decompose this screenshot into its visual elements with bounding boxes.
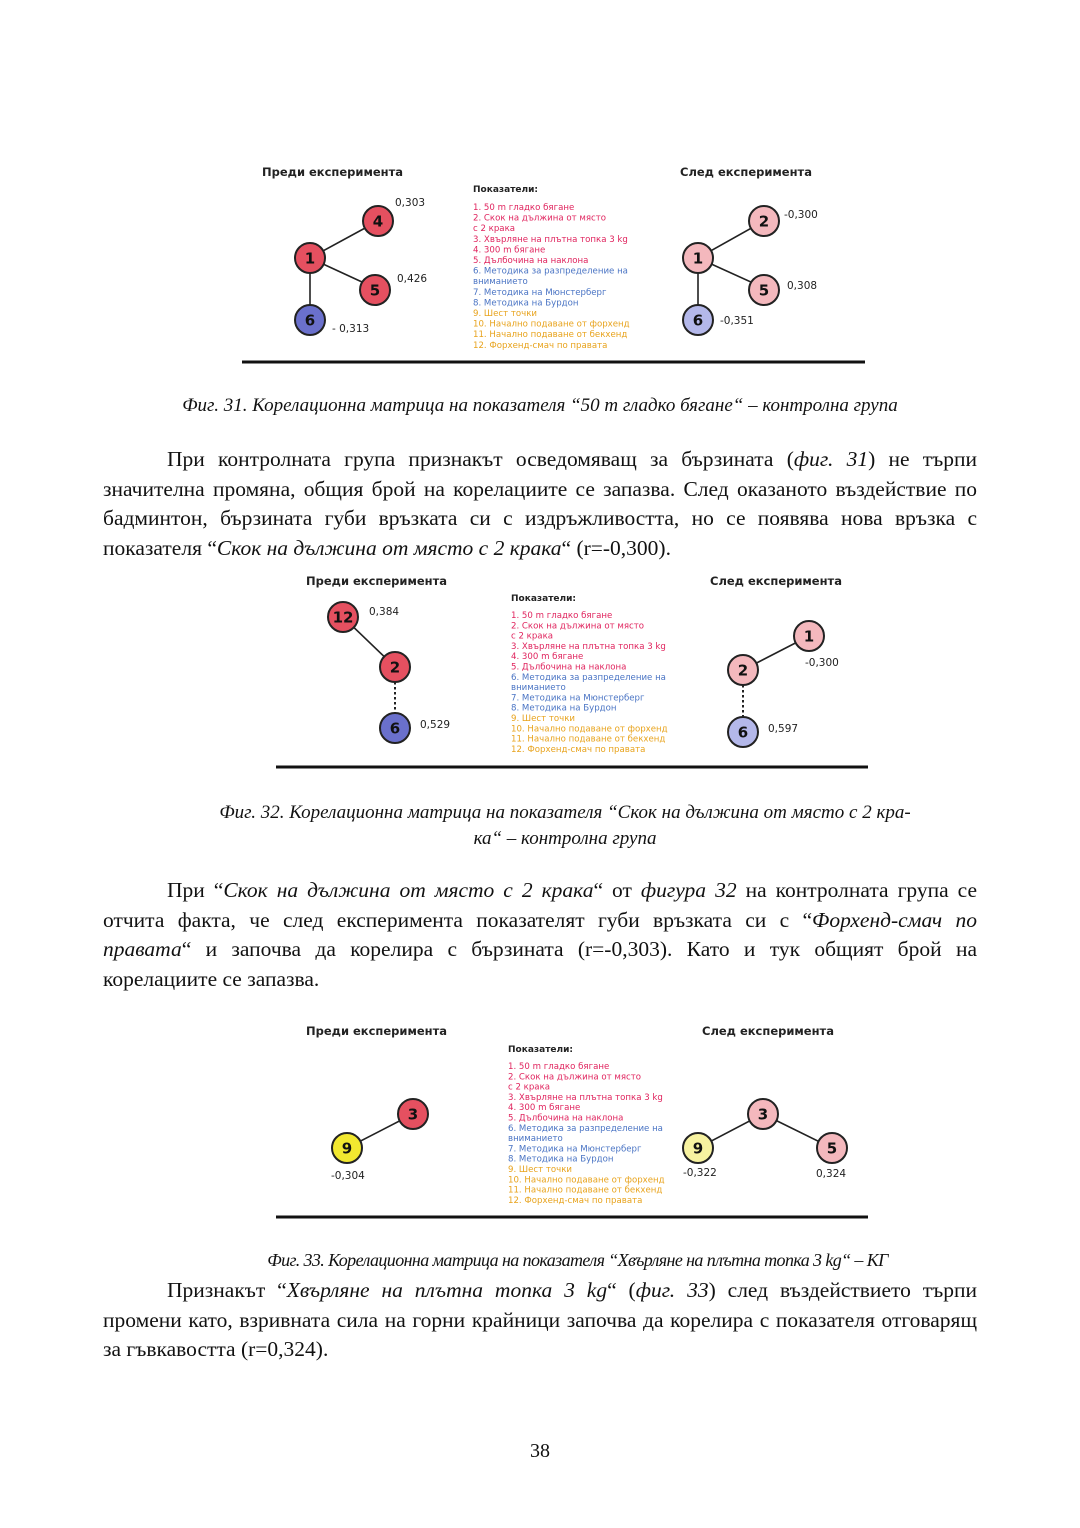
legend-item: 1. 50 m гладко бягане — [511, 611, 613, 621]
svg-text:Показатели:: Показатели: — [473, 185, 539, 195]
before-value-5: 0,426 — [397, 273, 428, 285]
svg-text:1: 1 — [304, 249, 316, 268]
legend-item: 8. Методика на Бурдон — [473, 298, 579, 309]
legend-item: 11. Начално подаване от бекхенд — [473, 330, 628, 341]
after-value-6: 0,597 — [768, 723, 799, 735]
legend-item: вниманието — [473, 277, 528, 288]
legend-item: 2. Скок на дължина от място — [473, 213, 607, 224]
before-node-3 — [398, 1099, 428, 1129]
legend-item: вниманието — [511, 683, 566, 694]
legend — [473, 185, 630, 351]
legend-item: 10. Начално подаване от форхенд — [511, 724, 668, 735]
after-value-9: -0,322 — [683, 1167, 717, 1179]
svg-text:4: 4 — [372, 212, 384, 231]
after-heading: След експеримента — [680, 165, 812, 179]
before-node-5 — [360, 275, 390, 305]
svg-text:2: 2 — [758, 212, 770, 231]
before-value-6: - 0,313 — [332, 323, 370, 335]
legend-item: 7. Методика на Мюнстерберг — [511, 693, 645, 704]
after-node-1 — [683, 243, 713, 273]
legend-item: 11. Начално подаване от бекхенд — [508, 1185, 663, 1196]
svg-text:2: 2 — [389, 658, 401, 677]
before-value-9: -0,304 — [331, 1170, 365, 1182]
legend-item: 4. 300 m бягане — [511, 652, 584, 663]
svg-text:3: 3 — [407, 1105, 419, 1124]
svg-text:2: 2 — [737, 661, 749, 680]
legend-item: 2. Скок на дължина от място — [508, 1072, 642, 1083]
after-node-2 — [749, 206, 779, 236]
figure-33 — [274, 1020, 874, 1225]
svg-text:5: 5 — [758, 281, 770, 300]
svg-text:Показатели:: Показатели: — [508, 1045, 574, 1055]
legend-item: 10. Начално подаване от форхенд — [508, 1175, 665, 1186]
before-node-6 — [295, 305, 325, 335]
before-value-6: 0,529 — [420, 719, 451, 731]
legend-item: 12. Форхенд-смач по правата — [511, 744, 646, 755]
legend-item: 6. Методика за разпределение на — [511, 672, 666, 683]
legend-item: 3. Хвърляне на плътна топка 3 kg — [511, 641, 666, 652]
legend-item: 6. Методика за разпределение на — [473, 266, 628, 277]
legend-item: 9. Шест точки — [473, 309, 537, 319]
legend-item: 6. Методика за разпределение на — [508, 1123, 663, 1134]
before-node-4 — [363, 206, 393, 236]
svg-text:12: 12 — [332, 608, 354, 627]
legend-item: 9. Шест точки — [511, 714, 575, 724]
legend-item: вниманието — [508, 1134, 563, 1145]
caption-fig-33: Фиг. 33. Корелационна матрица на показателя “Хвърляне на плътна топка 3 kg“ – КГ — [267, 1250, 888, 1270]
legend-item: 10. Начално подаване от форхенд — [473, 319, 630, 330]
paragraph-2: При “Скок на дължина от място с 2 крака“ от фигура 32 на контролната група се отчита факта, че след експеримента показателят губи връзката си с “Форхенд-смач по правата“ и започва да корелира с бързината (r=-0,303). Като и тук общият брой на корелациите се запазва. — [103, 878, 978, 991]
figure-32 — [274, 570, 874, 775]
legend-item: с 2 крака — [511, 631, 554, 642]
before-heading: Преди експеримента — [306, 574, 448, 588]
svg-text:9: 9 — [692, 1139, 704, 1158]
legend-item: с 2 крака — [508, 1082, 551, 1093]
svg-text:9: 9 — [341, 1139, 353, 1158]
after-heading: След експеримента — [710, 574, 842, 588]
legend-item: 3. Хвърляне на плътна топка 3 kg — [508, 1092, 663, 1103]
after-node-5 — [817, 1133, 847, 1163]
after-node-3 — [748, 1099, 778, 1129]
svg-text:5: 5 — [826, 1139, 838, 1158]
after-value-6: -0,351 — [720, 315, 754, 327]
after-node-2 — [728, 655, 758, 685]
after-value-1: -0,300 — [805, 657, 839, 669]
svg-text:1: 1 — [692, 249, 704, 268]
figure-31 — [240, 160, 870, 370]
legend-item: 12. Форхенд-смач по правата — [508, 1195, 643, 1206]
legend — [511, 594, 668, 755]
before-heading: Преди експеримента — [262, 165, 404, 179]
svg-text:5: 5 — [369, 281, 381, 300]
legend-item: 7. Методика на Мюнстерберг — [508, 1144, 642, 1155]
svg-text:Показатели:: Показатели: — [511, 594, 577, 604]
paragraph-3: Признакът “Хвърляне на плътна топка 3 kg“ (фиг. 33) след въздействието търпи промени като, взривната сила на горни крайници започва да корелира с показателя отговарящ за гъвкавостта (r=0,324). — [103, 1278, 978, 1361]
after-node-5 — [749, 275, 779, 305]
svg-text:3: 3 — [757, 1105, 769, 1124]
after-node-6 — [683, 305, 713, 335]
svg-text:6: 6 — [737, 723, 749, 742]
before-heading: Преди експеримента — [306, 1024, 448, 1038]
legend-item: 12. Форхенд-смач по правата — [473, 340, 608, 351]
legend — [508, 1045, 665, 1206]
legend-item: 8. Методика на Бурдон — [511, 703, 617, 714]
svg-text:6: 6 — [692, 311, 704, 330]
legend-item: 4. 300 m бягане — [473, 245, 546, 256]
after-node-1 — [794, 621, 824, 651]
page-number: 38 — [530, 1440, 550, 1462]
svg-text:6: 6 — [389, 719, 401, 738]
after-value-5: 0,308 — [787, 280, 818, 292]
legend-item: 3. Хвърляне на плътна топка 3 kg — [473, 234, 628, 245]
after-heading: След експеримента — [702, 1024, 834, 1038]
legend-item: 4. 300 m бягане — [508, 1103, 581, 1114]
before-node-12 — [328, 602, 358, 632]
after-value-2: -0,300 — [784, 209, 818, 221]
legend-item: 1. 50 m гладко бягане — [508, 1062, 610, 1072]
caption-fig-32: Фиг. 32. Корелационна матрица на показателя “Скок на дължина от място с 2 кра- ка“ – контролна група — [219, 802, 911, 849]
after-value-5: 0,324 — [816, 1168, 847, 1180]
after-node-6 — [728, 717, 758, 747]
before-value-12: 0,384 — [369, 606, 400, 618]
legend-item: 9. Шест точки — [508, 1165, 572, 1175]
legend-item: 5. Дълбочина на наклона — [473, 256, 589, 266]
legend-item: 2. Скок на дължина от място — [511, 621, 645, 632]
legend-item: с 2 крака — [473, 224, 516, 235]
legend-item: 5. Дълбочина на наклона — [511, 662, 627, 673]
before-node-9 — [332, 1133, 362, 1163]
legend-item: 1. 50 m гладко бягане — [473, 203, 575, 213]
legend-item: 8. Методика на Бурдон — [508, 1154, 614, 1165]
paragraph-1: При контролната група признакът осведомяващ за бързината (фиг. 31) не търпи значителна промяна, общия брой на корелациите се запазва. След оказаното въздействие по бадминтон, бързината губи връзката си с издръжливостта, но се появява нова връзка с показателя “Скок на дължина от място с 2 крака“ (r=-0,300). — [103, 447, 978, 560]
before-node-1 — [295, 243, 325, 273]
before-node-6 — [380, 713, 410, 743]
after-node-9 — [683, 1133, 713, 1163]
legend-item: 5. Дълбочина на наклона — [508, 1113, 624, 1124]
caption-fig-31: Фиг. 31. Корелационна матрица на показателя “50 m гладко бягане“ – контролна група — [182, 395, 898, 416]
legend-item: 7. Методика на Мюнстерберг — [473, 287, 607, 298]
before-node-2 — [380, 652, 410, 682]
svg-text:6: 6 — [304, 311, 316, 330]
before-value-4: 0,303 — [395, 197, 426, 209]
svg-text:1: 1 — [803, 627, 815, 646]
legend-item: 11. Начално подаване от бекхенд — [511, 734, 666, 745]
